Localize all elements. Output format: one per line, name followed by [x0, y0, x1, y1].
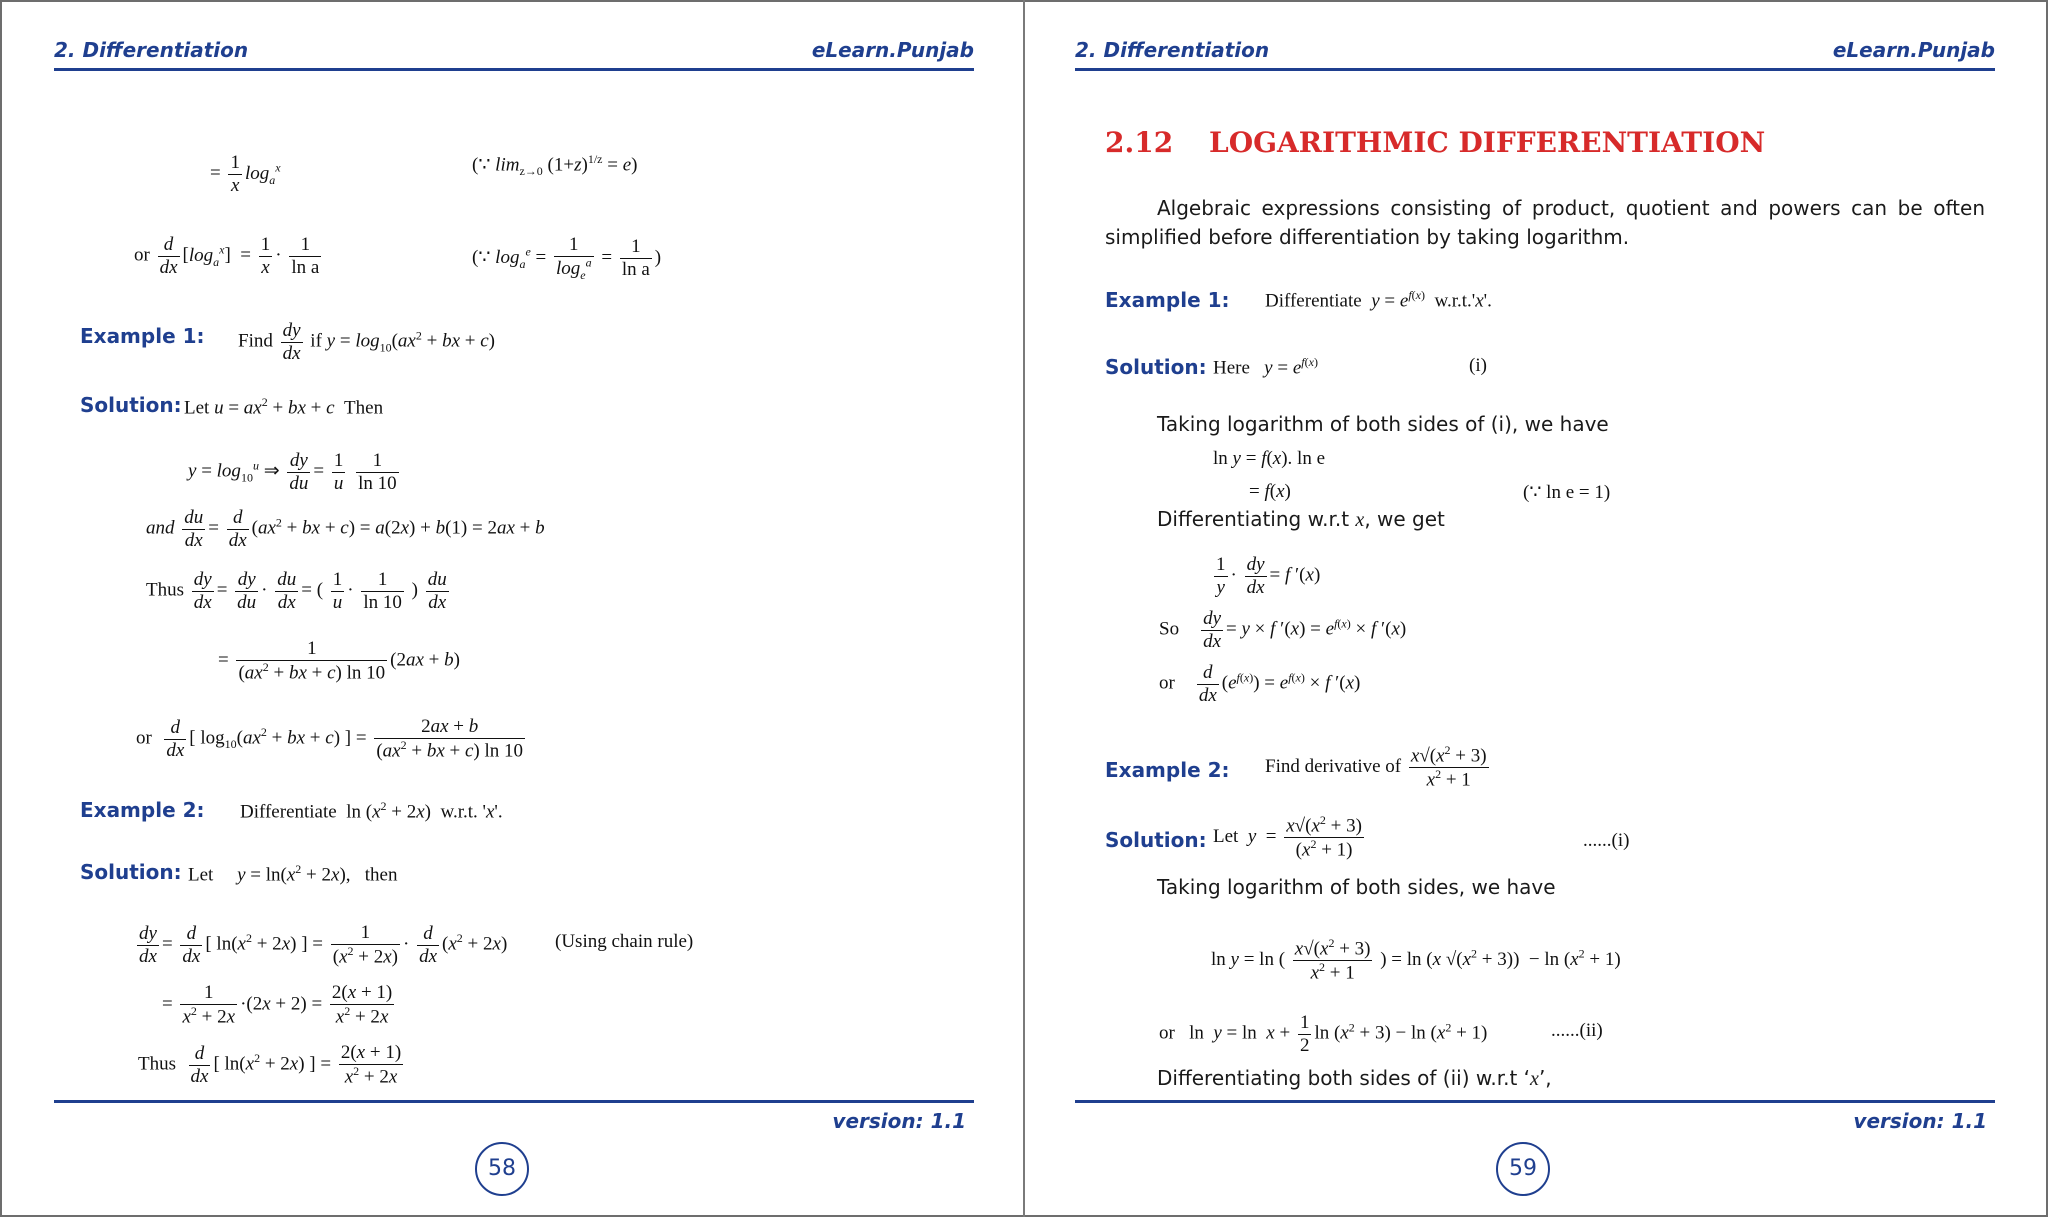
example-label: Example 1: [80, 324, 205, 348]
chapter-title: 2. Differentiation [1075, 38, 1270, 62]
example-statement: Differentiate $\ln (x^2 + 2x)$ w.r.t. 'x'. [240, 799, 503, 823]
example-label: Example 2: [1105, 758, 1230, 782]
equation-note: (∵ $\log_a^e$ = $\frac{1}{\log_e^a}$ = $\frac{1}{\text{ln a}}$ ) [472, 234, 662, 282]
solution-label: Solution: [1105, 828, 1207, 852]
intro-paragraph: Algebraic expressions consisting of product, quotient and powers can be often simplified before differentiation by taking logarithm. [1105, 196, 1985, 249]
right-page [1025, 0, 2048, 1217]
page-number: 59 [1496, 1142, 1550, 1196]
publisher-name: eLearn.Punjab [1832, 38, 1995, 62]
step-text: Taking logarithm of both sides of (i), we have [1157, 412, 1609, 436]
solution-label: Solution: [80, 860, 182, 884]
equation-note: (∵ $\lim_{z\to 0} (1+z)^{1/z} = e$) [472, 152, 638, 179]
equation-line: or $\frac{d}{dx}$ $(e^{f(x)}) = e^{f(x)} \times f$ ′(x) [1159, 662, 1361, 706]
section-number: 2.12 [1105, 126, 1174, 159]
solution-text: Let $y = \ln(x^2 + 2x)$, then [188, 862, 398, 886]
equation-line: = f(x) [1249, 481, 1291, 502]
equation-line: $\frac{1}{y}$ · $\frac{dy}{dx}$ = f ′(x) [1216, 554, 1321, 598]
equation-line: ln y = f(x). ln e [1213, 448, 1326, 469]
equation-line: and $\frac{du}{dx}$ = $\frac{d}{dx}$ ($ax^2$ + bx + c) = a(2x) + b(1) = 2ax + b [146, 507, 545, 551]
publisher-name: eLearn.Punjab [811, 38, 974, 62]
version-label: version: 1.1 [832, 1109, 966, 1133]
equation-line: Thus $\frac{d}{dx}$ [ $\ln(x^2 + 2x)$ ] = $\frac{2(x + 1)}{x^2 + 2x}$ [138, 1042, 402, 1088]
equation-line: or $\frac{d}{dx}$ [ $\log_{10}(ax^2$ + bx + c) ] = $\frac{2ax + b}{(ax^2 + bx + c) \ln 10}$ [136, 716, 524, 762]
page-footer [1075, 1100, 1995, 1133]
page-header [54, 36, 974, 71]
solution-text: Let $u = ax^2$ + bx + c Then [184, 395, 384, 419]
example-statement: Find derivative of $\frac{x√(x^2 + 3)}{x^2 + 1}$ [1265, 743, 1487, 791]
step-text: Differentiating both sides of (ii) w.r.t ‘x’, [1157, 1066, 1552, 1090]
left-page [0, 0, 1023, 1217]
chapter-title: 2. Differentiation [54, 38, 249, 62]
example-statement: Differentiate $y = e^{f(x)}$ w.r.t.'x'. [1265, 288, 1492, 312]
equation-line: $y = \log_{10}^u$ ⇒ $\frac{dy}{du}$ = $\frac{1}{u}$ $\frac{1}{\ln 10}$ [188, 450, 397, 494]
equation-line: = $\frac{1}{x^2 + 2x}$ ·(2x + 2) = $\frac{2(x + 1)}{x^2 + 2x}$ [162, 982, 393, 1028]
page-header [1075, 36, 1995, 71]
equation-ref: ......(i) [1583, 830, 1630, 851]
equation-line: So $\frac{dy}{dx}$ = y × f $'(x) = e^{f(x)} \times f$ ′(x) [1159, 608, 1407, 652]
equation-ref: ......(ii) [1551, 1020, 1603, 1041]
example-statement: Find $\frac{dy}{dx}$ if $y = \log_{10}(ax^2$ + bx + c) [238, 320, 495, 364]
solution-text: Here $y = e^{f(x)}$ [1213, 355, 1318, 379]
equation-ref: (i) [1469, 355, 1487, 376]
example-label: Example 1: [1105, 288, 1230, 312]
equation-line: $\frac{dy}{dx}$ = $\frac{d}{dx}$ [ $\ln(x^2 + 2x)$ ] = $\frac{1}{(x^2 + 2x)}$ · $\frac{d}{dx}$ $(x^2 + 2x)$ [139, 922, 508, 968]
solution-label: Solution: [1105, 355, 1207, 379]
step-text: Taking logarithm of both sides, we have [1157, 875, 1556, 899]
equation-line: Thus $\frac{dy}{dx}$ = $\frac{dy}{du}$ · $\frac{du}{dx}$ = ( $\frac{1}{u}$ · $\frac{1}{\ln 10}$ ) $\frac{du}{dx}$ [146, 569, 447, 613]
solution-label: Solution: [80, 393, 182, 417]
equation-line: = $\frac{1}{x}$ $\log_a^x$ [210, 152, 281, 196]
page-number: 58 [475, 1142, 529, 1196]
version-label: version: 1.1 [1853, 1109, 1987, 1133]
page-footer [54, 1100, 974, 1133]
equation-note: (∵ ln e = 1) [1523, 482, 1611, 503]
equation-line: = $\frac{1}{(ax^2 + bx + c) \ln 10}$ (2ax + b) [218, 638, 460, 684]
equation-line: or ln y = ln x + $\frac{1}{2}$ $\ln (x^2 + 3) - \ln (x^2 + 1)$ [1159, 1012, 1488, 1056]
section-title: LOGARITHMIC DIFFERENTIATION [1209, 126, 1766, 159]
example-label: Example 2: [80, 798, 205, 822]
equation-note: (Using chain rule) [555, 931, 694, 952]
step-text: Differentiating w.r.t x, we get [1157, 507, 1445, 531]
equation-line: or $\frac{d}{dx}$ $[\log_a^x]$ = $\frac{1}{x}$ · $\frac{1}{\text{ln a}}$ [134, 234, 320, 278]
solution-text: Let y = $\frac{x√(x^2 + 3)}{(x^2 + 1)}$ [1213, 813, 1362, 861]
equation-line: ln y = ln ( $\frac{x√(x^2 + 3)}{x^2 + 1}$ ) = ln (x $√(x^2 + 3)) - \ln (x^2 + 1)$ [1211, 936, 1621, 984]
